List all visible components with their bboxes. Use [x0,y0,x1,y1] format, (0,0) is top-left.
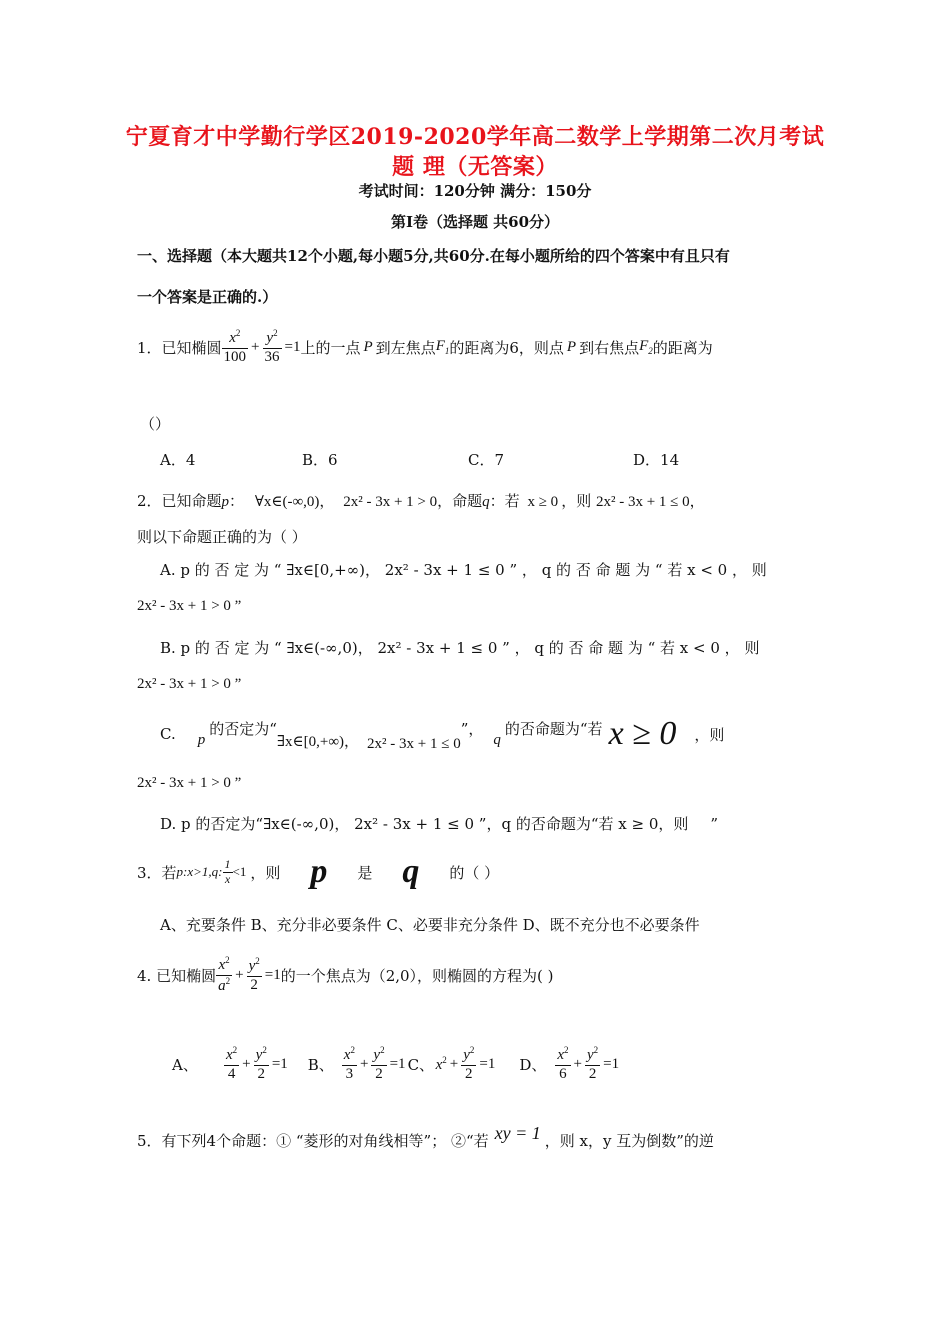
q1-option-d: D．14 [633,451,680,469]
q1-f1: $F_1$ [435,338,450,356]
q2-option-c-line1: C. p 的否定为“ ∃x∈[0,+∞)， 2x² - 3x + 1 ≤ 0 ”， q 的否命题为“若 x ≥ 0 ，则 [160,715,725,752]
q2-option-a-line2: 2x² - 3x + 1 > 0 ” [137,598,242,614]
q3-options: A、充要条件 B、充分非必要条件 C、必要非充分条件 D、既不充分也不必要条件 [160,916,700,934]
q1-prefix: 1．已知椭圆 [137,338,222,357]
q1-paren: （） [140,415,171,433]
q1-point-p2: P [566,338,577,355]
question-2-line1: 2．已知命题p： ∀x∈(-∞,0)， 2x² - 3x + 1 > 0，命题q：若 x ≥ 0 ，则 2x² - 3x + 1 ≤ 0， [137,492,705,510]
q1-frac-y: $\frac{y^2}{36}$ [264,328,280,365]
q1-text5: 的距离为 [652,338,713,357]
question-1 [137,322,713,372]
question-4: 4. 已知椭圆 $\frac{x^2}{a^2}$ + $\frac{y^2}{2}$ =1 的一个焦点为（2,0），则椭圆的方程为( ) [137,955,554,994]
q1-option-a: A．4 [160,451,196,469]
q1-f2: $F_2$ [639,338,653,356]
q1-text4: 到右焦点 [579,338,640,357]
part-heading-line1: 一、选择题（本大题共12个小题,每小题5分,共60分.在每小题所给的四个答案中有且只有 [137,247,730,265]
q3-big-p: p [310,853,328,890]
q2-option-b-line1: B. p 的 否 定 为 “ ∃x∈(-∞,0)， 2x² - 3x + 1 ≤ 0 ” ， q 的 否 命 题 为 “ 若 x < 0 ， 则 [160,639,760,657]
q1-plus: + [251,338,260,355]
question-5: 5．有下列4个命题：① “菱形的对角线相等”； ②“若 xy = 1 ，则 x，y 互为倒数”的逆 [137,1122,714,1150]
q2-option-d: D. p 的否定为“∃x∈(-∞,0)， 2x² - 3x + 1 ≤ 0 ”，q 的否命题为“若 x ≥ 0，则 ” [160,815,719,833]
document-title-line1: 宁夏育才中学勤行学区2019-2020学年高二数学上学期第二次月考试 [125,124,825,150]
q1-frac-x: $\frac{x^2}{100}$ [223,328,247,365]
document-title-line2: 题 理（无答案） [392,154,558,180]
question-2-line2: 则以下命题正确的为（ ） [137,528,307,546]
q1-point-p: P [363,338,373,355]
q1-mid: 上的一点 [300,338,361,357]
q2-option-b-line2: 2x² - 3x + 1 > 0 ” [137,676,242,692]
q1-eq: =1 [284,338,301,355]
q2-option-c-line2: 2x² - 3x + 1 > 0 ” [137,775,242,791]
q1-option-b: B．6 [302,451,338,469]
q2-option-a-line1: A. p 的 否 定 为 “ ∃x∈[0,+∞)， 2x² - 3x + 1 ≤ 0 ” ， q 的 否 命 题 为 “ 若 x < 0 ， 则 [160,561,767,579]
question-3: 3．若 p:x>1,q: $\frac{1}{x}$ <1 ，则 p 是 q 的（ ） [137,853,500,890]
q4-options: A、 $\frac{x^2}{4}$ + $\frac{y^2}{2}$ =1 B、 $\frac{x^2}{3}$ + $\frac{y^2}{2}$ =1 C、 $x^2$ + $\frac{y^2}{2}$ =1 D、 $\frac{x^2}{6}$ + $\frac{y^2}{2}$ =1 [172,1045,620,1082]
q1-option-c: C．7 [468,451,505,469]
q3-big-q: q [402,853,420,890]
part-heading-line2: 一个答案是正确的.） [137,288,278,306]
q1-text3: 的距离为6，则点 [449,338,564,357]
q1-text2: 到左焦点 [375,338,436,357]
section-title: 第Ⅰ卷（选择题 共60分） [390,213,560,231]
exam-info: 考试时间：120分钟 满分：150分 [358,182,592,200]
